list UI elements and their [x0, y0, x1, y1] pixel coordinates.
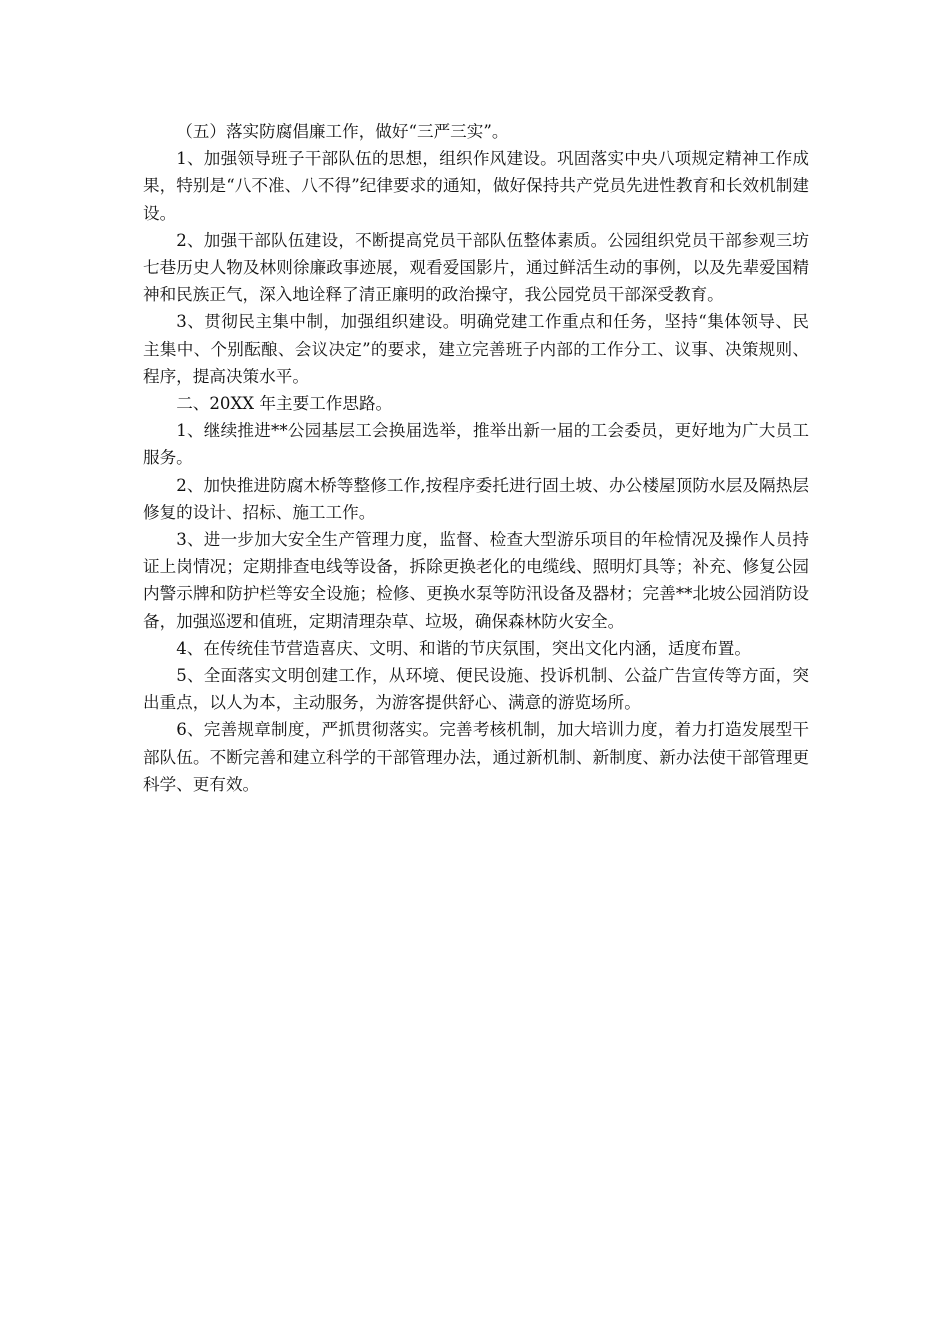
section-heading-anticorruption: （五）落实防腐倡廉工作，做好“三严三实”。 [176, 122, 509, 141]
section-heading-work-plan: 二、20XX 年主要工作思路。 [176, 394, 393, 414]
plan-item-5: 5、全面落实文明创建工作，从环境、便民设施、投诉机制、公益广告宣传等方面，突出重点，以人为本，主动服务，为游客提供舒心、满意的游览场所。 [143, 666, 809, 713]
plan-item-6: 6、完善规章制度，严抓贯彻落实。完善考核机制，加大培训力度，着力打造发展型干部队伍。不断完善和建立科学的干部管理办法，通过新机制、新制度、新办法使干部管理更科学、更有效。 [143, 720, 809, 794]
plan-item-3: 3、进一步加大安全生产管理力度，监督、检查大型游乐项目的年检情况及操作人员持证上岗情况；定期排查电线等设备，拆除更换老化的电缆线、照明灯具等；补充、修复公园内警示牌和防护栏等安全设施；检修、更换水泵等防汛设备及器材；完善**北坡公园消防设备，加强巡逻和值班，定期清理杂草、垃圾，确保森林防火安全。 [143, 530, 809, 631]
plan-item-1: 1、继续推进**公园基层工会换届选举，推举出新一届的工会委员，更好地为广大员工服务。 [143, 421, 809, 468]
paragraph-item-2: 2、加强干部队伍建设，不断提高党员干部队伍整体素质。公园组织党员干部参观三坊七巷历史人物及林则徐廉政事迹展，观看爱国影片，通过鲜活生动的事例，以及先辈爱国精神和民族正气，深入地诠释了清正廉明的政治操守，我公园党员干部深受教育。 [143, 230, 809, 305]
plan-item-4: 4、在传统佳节营造喜庆、文明、和谐的节庆氛围，突出文化内涵，适度布置。 [176, 638, 751, 658]
paragraph-item-1: 1、加强领导班子干部队伍的思想，组织作风建设。巩固落实中央八项规定精神工作成果，特别是“八不准、八不得”纪律要求的通知，做好保持共产党员先进性教育和长效机制建设。 [143, 149, 809, 223]
paragraph-item-3: 3、贯彻民主集中制，加强组织建设。明确党建工作重点和任务，坚持“集体领导、民主集中、个别酝酿、会议决定”的要求，建立完善班子内部的工作分工、议事、决策规则、程序，提高决策水平。 [143, 312, 809, 386]
plan-item-2: 2、加快推进防腐木桥等整修工作,按程序委托进行固土坡、办公楼屋顶防水层及隔热层修复的设计、招标、施工工作。 [143, 475, 809, 522]
document-body [143, 118, 809, 798]
